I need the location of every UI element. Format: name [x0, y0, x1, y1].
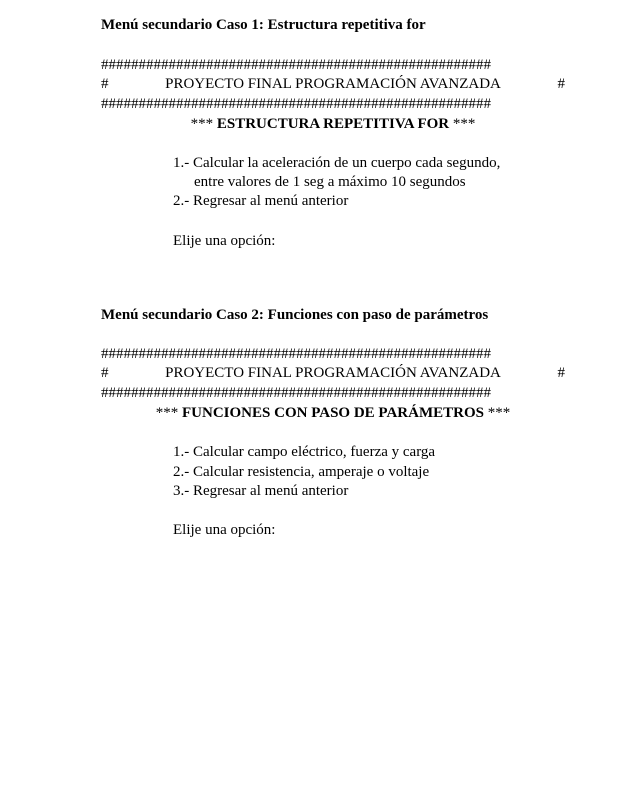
case1-subtitle [101, 115, 565, 134]
case2-banner-title: PROYECTO FINAL PROGRAMACIÓN AVANZADA [165, 365, 501, 381]
case1-subtitle-text: ESTRUCTURA REPETITIVA FOR [216, 116, 450, 132]
case2-heading: Menú secundario Caso 2: Funciones con paso de parámetros [101, 307, 489, 323]
case2-banner-edge-right: # [557, 365, 565, 381]
case1-banner-edge-left: # [101, 76, 109, 92]
case1-banner-edge-right: # [557, 76, 565, 92]
case1-subtitle-stars-left: *** [190, 116, 217, 132]
case1-prompt: Elije una opción: [173, 233, 276, 249]
case2-option-2: 2.- Calcular resistencia, amperaje o voltaje [173, 464, 430, 480]
case1-option-1: 1.- Calcular la aceleración de un cuerpo cada segundo, [173, 155, 501, 171]
case2-hash-line-top: #################################################### [101, 346, 491, 362]
case2-hash-line-bottom: #################################################### [101, 385, 491, 401]
case1-hash-line-top: #################################################### [101, 57, 491, 73]
case2-subtitle [101, 404, 565, 423]
case2-subtitle-stars-right: *** [483, 405, 511, 421]
case2-banner-edge-left: # [101, 365, 109, 381]
case2-prompt: Elije una opción: [173, 522, 276, 538]
case1-subtitle-stars-right: *** [449, 116, 476, 132]
case1-banner-row [101, 75, 565, 94]
case1-heading: Menú secundario Caso 1: Estructura repetitiva for [101, 17, 426, 33]
case2-banner-row [101, 364, 565, 383]
case2-subtitle-stars-left: *** [155, 405, 183, 421]
case1-option-2: 2.- Regresar al menú anterior [173, 193, 349, 209]
case2-subtitle-text: FUNCIONES CON PASO DE PARÁMETROS [182, 405, 484, 421]
case1-hash-line-bottom: #################################################### [101, 96, 491, 112]
case1-banner-title: PROYECTO FINAL PROGRAMACIÓN AVANZADA [165, 76, 501, 92]
case1-option-1-continuation: entre valores de 1 seg a máximo 10 segundos [194, 174, 466, 190]
case2-option-1: 1.- Calcular campo eléctrico, fuerza y carga [173, 444, 436, 460]
case2-option-3: 3.- Regresar al menú anterior [173, 483, 349, 499]
